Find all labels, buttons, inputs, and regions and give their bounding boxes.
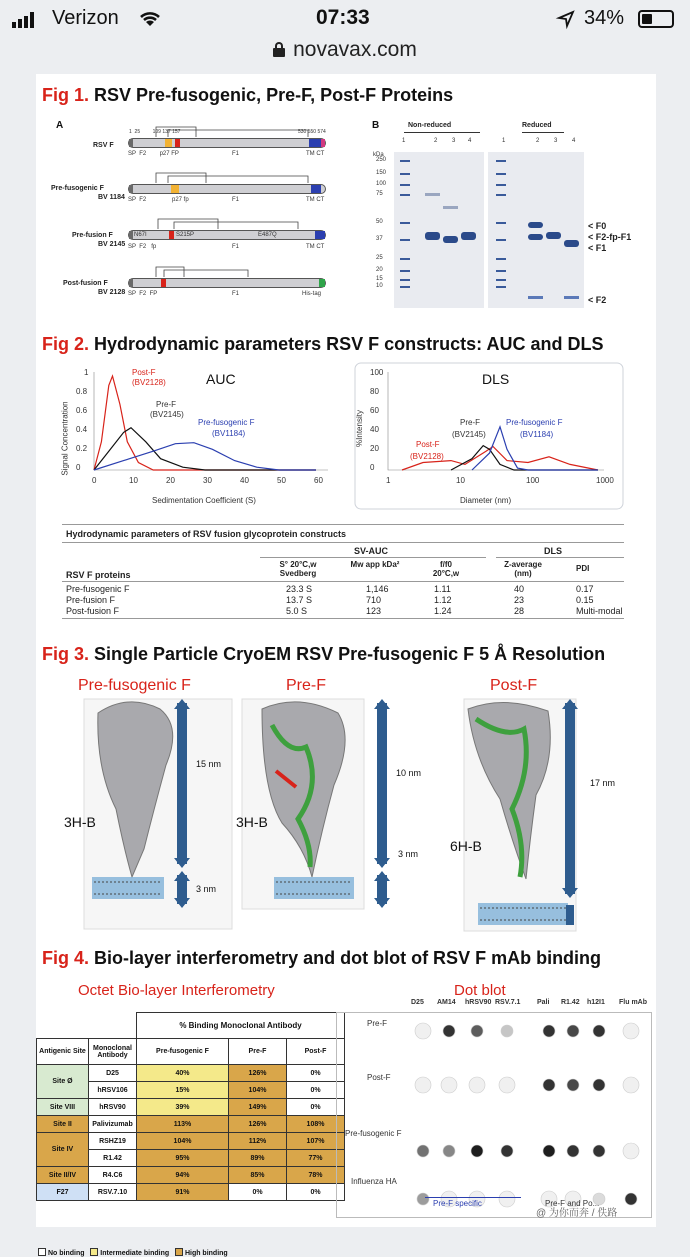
- marker-label: 250: [376, 157, 387, 163]
- marker-band: [400, 173, 410, 175]
- dot-spot: [501, 1145, 513, 1157]
- dls-ytick: 20: [370, 444, 379, 453]
- dot-spot: [415, 1077, 431, 1093]
- hydro-cell: 1,146: [366, 584, 389, 594]
- auc-chart: [66, 362, 341, 512]
- hydro-cell: Post-fusion F: [66, 606, 120, 616]
- bli-site: F27: [37, 1184, 89, 1201]
- dot-col-label: D25: [411, 999, 424, 1006]
- marker-label: 25: [376, 255, 383, 261]
- fig3-col-pref: Pre-F: [286, 677, 326, 694]
- dls-ytick: 80: [370, 387, 379, 396]
- marker-label: 37: [376, 236, 383, 242]
- auc-xtick: 50: [277, 476, 286, 485]
- hydro-cell: Pre-fusogenic F: [66, 584, 130, 594]
- bli-cell: 78%: [287, 1167, 345, 1184]
- marker-band: [400, 160, 410, 162]
- panel-a-label: A: [56, 120, 64, 131]
- dls-xlabel: Diameter (nm): [460, 496, 512, 505]
- bli-cell: hRSV106: [89, 1082, 137, 1099]
- dim-3nm-a: 3 nm: [196, 884, 217, 894]
- bli-cell: D25: [89, 1065, 137, 1082]
- marker-label: 20: [376, 267, 383, 273]
- dls-xtick: 1: [386, 476, 391, 485]
- dls-label: DLS: [482, 371, 510, 387]
- dim-15nm: 15 nm: [196, 759, 222, 769]
- battery-percent: 34%: [584, 7, 625, 29]
- dls-ylabel: %Intensity: [354, 410, 364, 447]
- marker-band: [496, 286, 506, 288]
- dls-ytick: 100: [370, 368, 384, 377]
- marker-band: [400, 258, 410, 260]
- dot-spot: [567, 1079, 579, 1091]
- auc-pref-line: [94, 428, 316, 470]
- bli-cell: hRSV90: [89, 1099, 137, 1116]
- bli-cell: 89%: [229, 1150, 287, 1167]
- bli-cell: 0%: [287, 1099, 345, 1116]
- dot-spot: [543, 1025, 555, 1037]
- auc-xtick: 40: [240, 476, 249, 485]
- auc-ytick: 0.2: [76, 444, 88, 453]
- watermark: @ 为你而奔 / 佚路: [536, 1208, 618, 1219]
- marker-label: 10: [376, 283, 383, 289]
- dim-3nm-b: 3 nm: [398, 849, 419, 859]
- bli-cell: 15%: [137, 1082, 229, 1099]
- dls-pref-line: [451, 446, 598, 470]
- dot-col-label: AM14: [437, 999, 456, 1006]
- bli-cell: R4.C6: [89, 1167, 137, 1184]
- dot-spot: [417, 1145, 429, 1157]
- bli-cell: 77%: [287, 1150, 345, 1167]
- bli-cell: 107%: [287, 1133, 345, 1150]
- dot-col-label: RSV.7.1: [495, 999, 521, 1006]
- dot-spot: [499, 1077, 515, 1093]
- fig3-col-postf: Post-F: [490, 677, 538, 694]
- marker-band: [496, 279, 506, 281]
- hydro-cell: Pre-fusion F: [66, 595, 116, 605]
- marker-band: [400, 279, 410, 281]
- bli-site: Site IV: [37, 1133, 89, 1167]
- marker-label: 50: [376, 219, 383, 225]
- auc-xtick: 20: [166, 476, 175, 485]
- bli-cell: R1.42: [89, 1150, 137, 1167]
- bli-row: [37, 1167, 345, 1184]
- dot-spot: [623, 1143, 639, 1159]
- dot-spot: [441, 1077, 457, 1093]
- bli-cell: 91%: [137, 1184, 229, 1201]
- marker-band: [400, 222, 410, 224]
- bli-cell: 85%: [229, 1167, 287, 1184]
- auc-label: AUC: [206, 371, 236, 387]
- bli-site: Site II/IV: [37, 1167, 89, 1184]
- dot-row-label: Post-F: [367, 1073, 391, 1082]
- auc-xlabel: Sedimentation Coefficient (S): [152, 496, 256, 505]
- dls-ytick: 60: [370, 406, 379, 415]
- auc-prefusogenic-line: [94, 443, 316, 470]
- dot-spot: [499, 1191, 515, 1207]
- hydro-cell: 13.7 S: [286, 595, 313, 605]
- dot-col-label: R1.42: [561, 999, 580, 1006]
- auc-xtick: 0: [92, 476, 97, 485]
- bli-row: [37, 1099, 345, 1116]
- auc-xtick: 30: [203, 476, 212, 485]
- bli-cell: 126%: [229, 1116, 287, 1133]
- lock-icon: [273, 42, 285, 57]
- bli-cell: 108%: [287, 1116, 345, 1133]
- dot-spot: [623, 1077, 639, 1093]
- bli-cell: 39%: [137, 1099, 229, 1116]
- dot-spot: [415, 1023, 431, 1039]
- helix-label-2: 3H-B: [236, 814, 268, 830]
- battery-icon: [638, 10, 674, 28]
- bli-cell: 0%: [229, 1184, 287, 1201]
- dot-spot: [543, 1145, 555, 1157]
- dot-col-label: Flu mAb: [619, 999, 647, 1006]
- dot-spot: [501, 1025, 513, 1037]
- marker-band: [496, 222, 506, 224]
- panel-b-label: B: [372, 120, 380, 131]
- dot-spot: [623, 1023, 639, 1039]
- hydro-cell: 28: [514, 606, 525, 616]
- bli-cell: 0%: [287, 1082, 345, 1099]
- auc-ytick: 0.6: [76, 406, 88, 415]
- wifi-icon: [138, 9, 162, 27]
- bli-cell: 112%: [229, 1133, 287, 1150]
- bli-cell: RSHZ19: [89, 1133, 137, 1150]
- marker-band: [496, 239, 506, 241]
- status-bar: [0, 0, 690, 38]
- dot-blot: D25 AM14 hRSV90 RSV.7.1 Pali R1.42 h12I1 Flu mAb Pre-F Post-F Pre-fusogenic F Influenza HA Pre-F specific Pre-F and Po...: [336, 1012, 652, 1218]
- fig3-title: Fig 3. Single Particle CryoEM RSV Pre-fusogenic F 5 Å Resolution: [42, 644, 606, 664]
- auc-xtick: 60: [314, 476, 323, 485]
- marker-band: [400, 270, 410, 272]
- bli-cell: RSV.7.10: [89, 1184, 137, 1201]
- dls-xtick: 10: [456, 476, 465, 485]
- auc-ytick: 1: [84, 368, 89, 377]
- url-text: novavax.com: [293, 38, 417, 61]
- hydro-cell: 1.24: [434, 606, 452, 616]
- marker-label: 15: [376, 276, 383, 282]
- bli-site: Site II: [37, 1116, 89, 1133]
- dot-spot: [471, 1025, 483, 1037]
- marker-band: [496, 184, 506, 186]
- signal-icon: [12, 12, 38, 28]
- hydro-cell: 0.17: [576, 584, 594, 594]
- bli-cell: Palivizumab: [89, 1116, 137, 1133]
- octet-title: Octet Bio-layer Interferometry: [78, 982, 275, 999]
- location-arrow-icon: [558, 11, 574, 27]
- dot-spot: [593, 1079, 605, 1091]
- hydro-cell: 23.3 S: [286, 584, 313, 594]
- fig1-title: Fig 1. RSV Pre-fusogenic, Pre-F, Post-F Proteins: [42, 85, 454, 105]
- marker-band: [400, 184, 410, 186]
- dot-col-label: h12I1: [587, 999, 605, 1006]
- dot-spot: [593, 1025, 605, 1037]
- dls-ytick: 0: [370, 463, 375, 472]
- dls-ytick: 40: [370, 425, 379, 434]
- bli-cell: 0%: [287, 1065, 345, 1082]
- hydro-cell: 710: [366, 595, 382, 605]
- marker-band: [400, 286, 410, 288]
- slide-image: Fig 1. RSV Pre-fusogenic, Pre-F, Post-F Proteins A B RSV F 1 25 109 137 157 530 550 574 SP F2 p27 FP F1 TM CT Pre-fusogenic F BV 1184 SP F2 p27 fp F1 TM CT Pre-fusion F BV 2145 N67I S215P E487Q SP F2 fp F1 TM CT Post-fusion F BV 2128 SP F2 FP F1 His-tag Non-reduced Reduced 1 2 3 4 1 2 3 4 kDa 250 150 100 75 50 37 25 20 15 10 < F0 < F2-fp-F1 < F1 < F2 Fig 2. Hydrodynamic parameters RSV F constructs: AUC and DLS AUC Signal Concentration Sedimentation Coefficient (S) 1 0.8 0.6 0.4 0.2 0 0 10 20 30 40 50 60 Post-F (BV2128) Pre-F (BV2145) Pre-fusogenic F (BV1184) DLS %Intensity Diameter (nm) 100 80 60 40 20 0 1 10 100 1000 Post-F (BV2128) Pre-F (BV2145) Pre-fusogenic F (BV1184) Hydrodynamic parameters of RSV fusion glycoprotein constructs SV-AUC DLS RSV F proteins S° 20°C,w Svedberg Mw app kDa² f/f0 20°C,w Z-average (nm) PDI Pre-fusogenic F 23.3 S 1,146 1.11 40 0.17 Pre-fusion F 13.7 S 710 1.12 23 0.15 Post-fusion F 5.0 S 123 1.24 28 Multi-modal Fig 3. Single Particle CryoEM RSV Pre-fusogenic F 5 Å Resolution Pre-fusogenic F Pre-F Post-F 15 nm 3 nm 10 nm 3 nm 17 nm 3H-B 3H-B 6H-B Fig 4. Bio-layer interferometry and dot blot of RSV F mAb binding Octet Bio-layer Interferometry Dot blot % Binding Monoclonal Antibody Antigenic Site Monoclonal Antibody Pre-fusogenic F Pre-F Post-F Site Ø D25 40% 126% 0% hRSV106 15% 104% 0% Site VIII hRSV90 39% 149% 0% Site II Palivizumab 113% 126% 108% Site IV RSHZ19 104% 112% 107% R1.42 95% 89% 77% Site II/IV R4.C6 94% 85% 78% F27 RSV.7.10 91% 0% 0% No binding Intermediate binding High binding D25 AM14 hRSV90 RSV.7.1 Pali R1.42 h12I1 Flu mAb Pre-F Post-F Pre-fusogenic F Influenza HA Pre-F specific Pre-F and Po... @ 为你而奔 / 佚路: [36, 74, 656, 1227]
- cryoem-structures: [36, 699, 656, 934]
- address-bar[interactable]: [0, 38, 690, 74]
- bli-cell: 40%: [137, 1065, 229, 1082]
- bli-cell: 126%: [229, 1065, 287, 1082]
- dot-col-label: hRSV90: [465, 999, 492, 1006]
- marker-label: 100: [376, 181, 387, 187]
- dot-spot: [443, 1145, 455, 1157]
- bli-cell: 149%: [229, 1099, 287, 1116]
- dim-10nm: 10 nm: [396, 768, 422, 778]
- dot-spot: [567, 1145, 579, 1157]
- dim-17nm: 17 nm: [590, 778, 616, 788]
- auc-ylabel: Signal Concentration: [60, 401, 70, 476]
- auc-ytick: 0: [76, 463, 81, 472]
- marker-band: [496, 173, 506, 175]
- hydro-cell: 1.11: [434, 584, 451, 594]
- dot-spot: [471, 1145, 483, 1157]
- auc-ytick: 0.8: [76, 387, 88, 396]
- marker-band: [496, 194, 506, 196]
- bli-cell: 104%: [137, 1133, 229, 1150]
- dls-xtick: 1000: [596, 476, 614, 485]
- hydro-cell: 23: [514, 595, 525, 605]
- dot-spot: [567, 1025, 579, 1037]
- marker-label: 150: [376, 170, 387, 176]
- bli-table: % Binding Monoclonal Antibody Antigenic Site Monoclonal Antibody Pre-fusogenic F Pre-F Post-F Site Ø D25 40% 126% 0% hRSV106 15% 104% 0% Site VIII hRSV90 39% 149% 0% Site II Palivizumab 113% 126% 108% Site IV RSHZ19 104% 112% 107% R1.42 95% 89% 77% Site II/IV R4.C6 94% 85% 78% F27 RSV.7.10 91% 0% 0% No binding Intermediate binding High binding: [36, 1012, 345, 1201]
- dot-spot: [417, 1193, 429, 1205]
- fig2-title: Fig 2. Hydrodynamic parameters RSV F constructs: AUC and DLS: [42, 334, 604, 354]
- dot-spot: [625, 1193, 637, 1205]
- marker-band: [400, 239, 410, 241]
- bli-cell: 113%: [137, 1116, 229, 1133]
- bli-row: [37, 1116, 345, 1133]
- hydro-cell: 5.0 S: [286, 606, 308, 616]
- bli-cell: 94%: [137, 1167, 229, 1184]
- clock: 07:33: [316, 6, 370, 29]
- bli-row: [37, 1133, 345, 1150]
- dot-col-label: Pali: [537, 999, 550, 1006]
- dot-row-label: Pre-fusogenic F: [345, 1129, 402, 1138]
- marker-band: [496, 160, 506, 162]
- dot-row-label: Pre-F: [367, 1019, 387, 1028]
- dot-spot: [443, 1025, 455, 1037]
- dls-xtick: 100: [526, 476, 540, 485]
- bli-site: Site Ø: [37, 1065, 89, 1099]
- marker-band: [400, 194, 410, 196]
- carrier-label: Verizon: [52, 7, 119, 29]
- bli-legend: No binding Intermediate binding High binding: [38, 1248, 228, 1257]
- bli-cell: 95%: [137, 1150, 229, 1167]
- dotblot-title: Dot blot: [454, 982, 506, 999]
- bli-cell: 0%: [287, 1184, 345, 1201]
- dot-spot: [469, 1077, 485, 1093]
- auc-xtick: 10: [129, 476, 138, 485]
- hydro-cell: Multi-modal: [576, 606, 623, 616]
- bli-site: Site VIII: [37, 1099, 89, 1116]
- hydro-cell: 1.12: [434, 595, 452, 605]
- fig4-title: Fig 4. Bio-layer interferometry and dot blot of RSV F mAb binding: [42, 948, 602, 968]
- bli-cell: 104%: [229, 1082, 287, 1099]
- helix-label-3: 6H-B: [450, 838, 482, 854]
- hydro-cell: 0.15: [576, 595, 594, 605]
- dot-row-label: Influenza HA: [351, 1177, 397, 1186]
- dot-spot: [543, 1079, 555, 1091]
- hydro-cell: 40: [514, 584, 525, 594]
- auc-ytick: 0.4: [76, 425, 88, 434]
- marker-band: [496, 258, 506, 260]
- helix-label-1: 3H-B: [64, 814, 96, 830]
- hydro-cell: 123: [366, 606, 382, 616]
- bli-row: [37, 1184, 345, 1201]
- bli-row: [37, 1065, 345, 1082]
- marker-band: [496, 270, 506, 272]
- fig3-col-prefusogenic: Pre-fusogenic F: [78, 677, 191, 694]
- marker-label: 75: [376, 191, 383, 197]
- dot-spot: [593, 1145, 605, 1157]
